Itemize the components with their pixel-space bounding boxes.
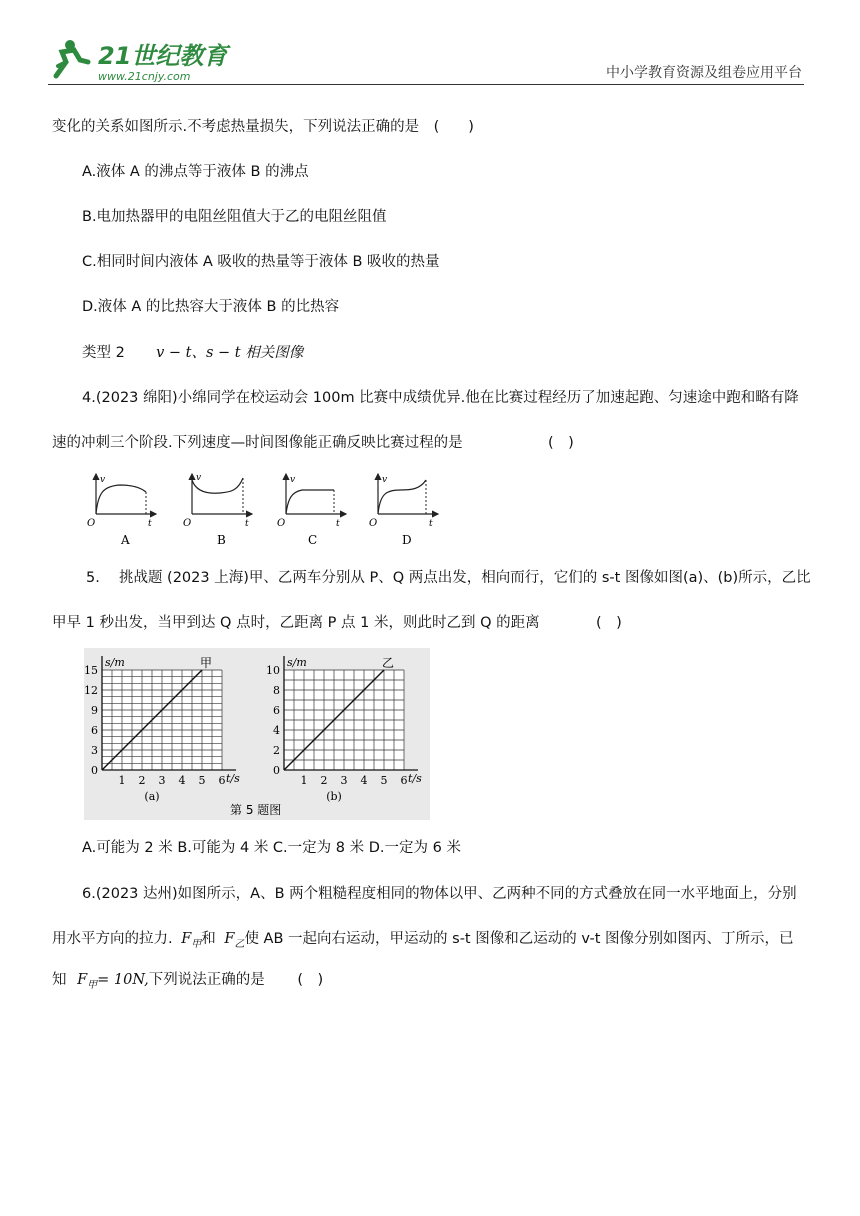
graph-d-origin: O [369, 518, 378, 529]
logo-21cnjy [48, 36, 248, 84]
graph-c-t: t [336, 519, 340, 529]
graph-d-v: v [382, 475, 388, 485]
graph-d-t: t [429, 519, 433, 529]
y-tick-label: 12 [84, 684, 98, 697]
q3-option-d: D.液体 A 的比热容大于液体 B 的比热容 [82, 299, 340, 315]
force-f-yi: $F_乙$ [224, 931, 245, 950]
y-axis-label: s/m [105, 656, 125, 669]
x-tick-label: 4 [178, 774, 186, 787]
y-tick-label: 10 [266, 664, 280, 677]
q4-answer-paren: ( ) [548, 435, 574, 451]
series-name: 乙 [382, 656, 395, 670]
x-tick-label: 3 [340, 774, 348, 787]
graph-c-origin: O [277, 518, 286, 529]
q4-line1: 4.(2023 绵阳)小绵同学在校运动会 100m 比赛中成绩优异.他在比赛过程经历了加速起跑、匀速途中跑和略有降 [82, 390, 799, 406]
x-tick-label: 5 [198, 774, 206, 787]
q3-option-b: B.电加热器甲的电阻丝阻值大于乙的电阻丝阻值 [82, 209, 387, 225]
q6-line2 [52, 929, 794, 955]
q5-line2: 甲早 1 秒出发，当甲到达 Q 点时，乙距离 P 点 1 米，则此时乙到 Q 的距离 [52, 615, 540, 631]
x-tick-label: 2 [138, 774, 146, 787]
x-tick-label: 1 [300, 774, 308, 787]
x-axis-label: t/s [226, 772, 240, 785]
graph-b-t: t [245, 519, 249, 529]
q6-line3-a: 知 [52, 972, 67, 988]
q5-figure-caption: 第 5 题图 [230, 803, 282, 817]
graph-d-label: D [402, 533, 412, 547]
y-tick-label: 6 [91, 724, 98, 737]
graph-b-v: v [196, 473, 202, 483]
y-tick-label: 6 [273, 704, 280, 717]
y-axis-label: s/m [287, 656, 307, 669]
x-tick-label: 3 [158, 774, 166, 787]
graph-a-v: v [100, 475, 106, 485]
platform-name: 中小学教育资源及组卷应用平台 [606, 65, 802, 81]
graph-a-origin: O [87, 518, 96, 529]
y-tick-label: 3 [91, 744, 98, 757]
graph-a [87, 474, 156, 547]
q3-stem-tail: 变化的关系如图所示.不考虑热量损失，下列说法正确的是 ( ) [52, 119, 474, 135]
graph-c-label: C [308, 533, 318, 547]
q5-st-charts [84, 648, 430, 820]
graph-d [369, 474, 438, 547]
x-tick-label: 6 [400, 774, 408, 787]
q6-line3 [52, 970, 323, 996]
q5-options: A.可能为 2 米 B.可能为 4 米 C.一定为 8 米 D.一定为 6 米 [82, 840, 461, 856]
origin-label: 0 [273, 764, 280, 777]
graph-a-t: t [148, 519, 152, 529]
section-label: 类型 2 [82, 345, 125, 361]
q6-line3-b: 下列说法正确的是 [148, 972, 265, 988]
y-tick-label: 9 [91, 704, 98, 717]
chart-b [266, 656, 422, 803]
graph-b [183, 473, 252, 547]
q3-option-c: C.相同时间内液体 A 吸收的热量等于液体 B 吸收的热量 [82, 254, 440, 270]
x-axis-label: t/s [408, 772, 422, 785]
y-tick-label: 4 [273, 724, 280, 737]
force-f-jia-value: $F_甲= 10N$, [77, 972, 149, 991]
q6-line1: 6.(2023 达州)如图所示，A、B 两个粗糙程度相同的物体以甲、乙两种不同的方式叠放在同一水平地面上，分别 [82, 886, 797, 902]
graph-b-origin: O [183, 518, 192, 529]
q5-line1: 5. 挑战题 (2023 上海)甲、乙两车分别从 P、Q 两点出发，相向而行，它们的 s-t 图像如图(a)、(b)所示，乙比 [86, 570, 811, 586]
logo-url: www.21cnjy.com [98, 70, 191, 83]
x-tick-label: 1 [118, 774, 126, 787]
series-name: 甲 [200, 656, 213, 670]
q3-option-a: A.液体 A 的沸点等于液体 B 的沸点 [82, 164, 309, 180]
chart-caption: (b) [326, 790, 342, 803]
chart-a [84, 656, 240, 803]
logo-text: 21世纪教育 [98, 42, 228, 70]
graph-b-label: B [217, 533, 226, 547]
q6-line2-b: 使 AB 一起向右运动，甲运动的 s-t 图像和乙运动的 v-t 图像分别如图丙、丁所示，已 [244, 931, 794, 947]
x-tick-label: 5 [380, 774, 388, 787]
force-f-jia: $F_甲$ [181, 931, 202, 950]
x-tick-label: 6 [218, 774, 226, 787]
x-tick-label: 2 [320, 774, 328, 787]
origin-label: 0 [91, 764, 98, 777]
header-divider [48, 84, 804, 85]
q5-answer-paren: ( ) [596, 615, 622, 631]
graph-a-label: A [121, 533, 130, 547]
chart-caption: (a) [144, 790, 160, 803]
section-heading [82, 343, 303, 363]
q6-line2-and: 和 [201, 931, 216, 947]
q4-vt-graphs [84, 470, 444, 550]
runner-icon [56, 40, 88, 76]
q4-line2: 速的冲刺三个阶段.下列速度—时间图像能正确反映比赛过程的是 [52, 435, 463, 451]
q6-line2-a: 用水平方向的拉力. [52, 931, 173, 947]
page-header [0, 0, 860, 90]
y-tick-label: 2 [273, 744, 280, 757]
q6-answer-paren: ( ) [297, 972, 324, 988]
graph-c-v: v [290, 475, 296, 485]
section-title: v − t、s − t 相关图像 [156, 345, 304, 361]
y-tick-label: 8 [273, 684, 280, 697]
x-tick-label: 4 [360, 774, 368, 787]
y-tick-label: 15 [84, 664, 98, 677]
graph-c [277, 474, 346, 547]
